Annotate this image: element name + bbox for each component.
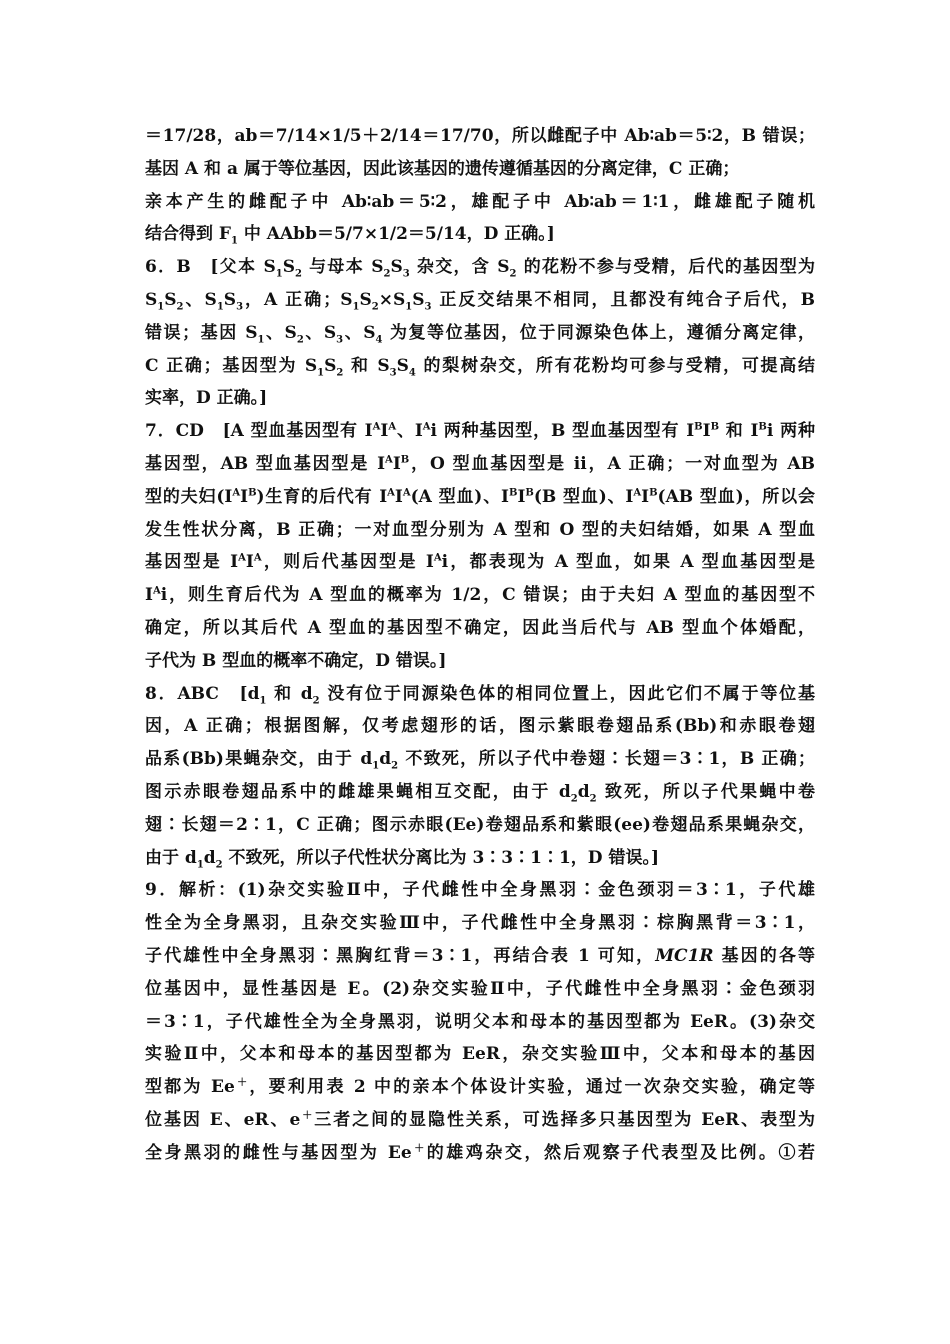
text-line: 图示赤眼卷翅品系中的雌雄果蝇相互交配，由于 $d_2d_2$ 致死，所以子代果蝇中卷: [145, 781, 815, 805]
text-line: 6．B [父本 $S_1S_2$ 与母本 $S_2S_3$ 杂交，含 $S_2$ 的花粉不参与受精，后代的基因型为: [145, 257, 815, 280]
text-line: 全身黑羽的雌性与基因型为 Ee＋的雄鸡杂交，然后观察子代表型及比例。①若: [145, 1142, 815, 1163]
text-line: 位基因 E、eR、e＋三者之间的显隐性关系，可选择多只基因型为 EeR、表型为: [145, 1109, 815, 1130]
text-line: 实率，D 正确。]: [145, 388, 268, 409]
text-line: 子代雄性中全身黑羽∶黑胸红背＝3∶1，再结合表 1 可知，MC1R 基因的各等: [145, 945, 815, 966]
text-line: 结合得到 $F_1$ 中 AAbb＝5/7×1/2＝5/14，D 正确。]: [145, 224, 555, 247]
document-page: [145, 120, 815, 1170]
text-line: 因，A 正确；根据图解，仅考虑翅形的话，图示紫眼卷翅品系(Bb)和赤眼卷翅: [145, 716, 815, 737]
text-line: 由于 $d_1d_2$ 不致死，所以子代性状分离比为 3∶3∶1∶1，D 错误。]: [145, 847, 659, 870]
text-line: 7．CD [A 型血基因型有 $I^AI^A$、$I^Ai$ 两种基因型，B 型血基因型有 $I^BI^B$ 和 $I^Bi$ 两种: [145, 421, 815, 442]
text-line: 基因 A 和 a 属于等位基因，因此该基因的遗传遵循基因的分离定律，C 正确；: [145, 158, 740, 179]
text-line: $S_1S_2$、$S_1S_3$，A 正确；$S_1S_2\times S_1S_3$ 正反交结果不相同，且都没有纯合子后代，B: [145, 289, 815, 313]
text-line: 9．解析：(1)杂交实验Ⅱ中，子代雌性中全身黑羽∶金色颈羽＝3∶1，子代雄: [145, 880, 815, 901]
text-line: 翅∶长翅＝2∶1，C 正确；图示赤眼(Ee)卷翅品系和紫眼(ee)卷翅品系果蝇杂交，: [145, 814, 815, 835]
text-line: ＝17/28，ab＝7/14×1/5＋2/14＝17/70，所以雌配子中 Ab∶ab＝5∶2，B 错误；: [145, 126, 815, 146]
text-line: 错误；基因 $S_1$、$S_2$、$S_3$、$S_4$ 为复等位基因，位于同源染色体上，遵循分离定律，: [145, 322, 815, 346]
text-line: 型的夫妇$(I^AI^B)$生育的后代有 $I^AI^A(A$ 型血)、$I^BI^B(B$ 型血)、$I^AI^B(AB$ 型血)，所以会: [145, 486, 815, 507]
text-line: 位基因中，显性基因是 E。(2)杂交实验Ⅱ中，子代雌性中全身黑羽∶金色颈羽: [145, 978, 815, 999]
text-line: ＝3∶1，子代雄性全为全身黑羽，说明父本和母本的基因型都为 EeR。(3)杂交: [145, 1011, 815, 1032]
text-line: 基因型，AB 型血基因型是 $I^AI^B$，O 型血基因型是 ii，A 正确；一对血型为 AB: [145, 453, 815, 474]
text-line: 实验Ⅱ中，父本和母本的基因型都为 EeR，杂交实验Ⅲ中，父本和母本的基因: [145, 1044, 815, 1065]
text-line: 8．ABC [$d_1$ 和 $d_2$ 没有位于同源染色体的相同位置上，因此它们不属于等位基: [145, 683, 815, 706]
text-line: 基因型是 $I^AI^A$，则后代基因型是 $I^Ai$，都表现为 A 型血，如果 A 型血基因型是: [145, 552, 815, 573]
text-line: 发生性状分离，B 正确；一对血型分别为 A 型和 O 型的夫妇结婚，如果 A 型血: [145, 519, 815, 540]
text-line: 子代为 B 型血的概率不确定，D 错误。]: [145, 650, 447, 671]
text-line: $I^Ai$，则生育后代为 A 型血的概率为 1/2，C 错误；由于夫妇 A 型血的基因型不: [145, 585, 815, 606]
text-line: 型都为 Ee＋，要利用表 2 中的亲本个体设计实验，通过一次杂交实验，确定等: [145, 1077, 815, 1098]
text-line: C 正确；基因型为 $S_1S_2$ 和 $S_3S_4$ 的梨树杂交，所有花粉均可参与受精，可提高结: [145, 355, 815, 378]
text-line: 确定，所以其后代 A 型血的基因型不确定，因此当后代与 AB 型血个体婚配，: [145, 617, 815, 638]
text-line: 亲本产生的雌配子中 Ab∶ab＝5∶2，雄配子中 Ab∶ab＝1∶1，雌雄配子随机: [145, 191, 815, 212]
text-line: 性全为全身黑羽，且杂交实验Ⅲ中，子代雌性中全身黑羽∶棕胸黑背＝3∶1，: [145, 913, 815, 934]
text-line: 品系(Bb)果蝇杂交，由于 $d_1d_2$ 不致死，所以子代中卷翅∶长翅＝3∶1，B 正确；: [145, 749, 815, 772]
